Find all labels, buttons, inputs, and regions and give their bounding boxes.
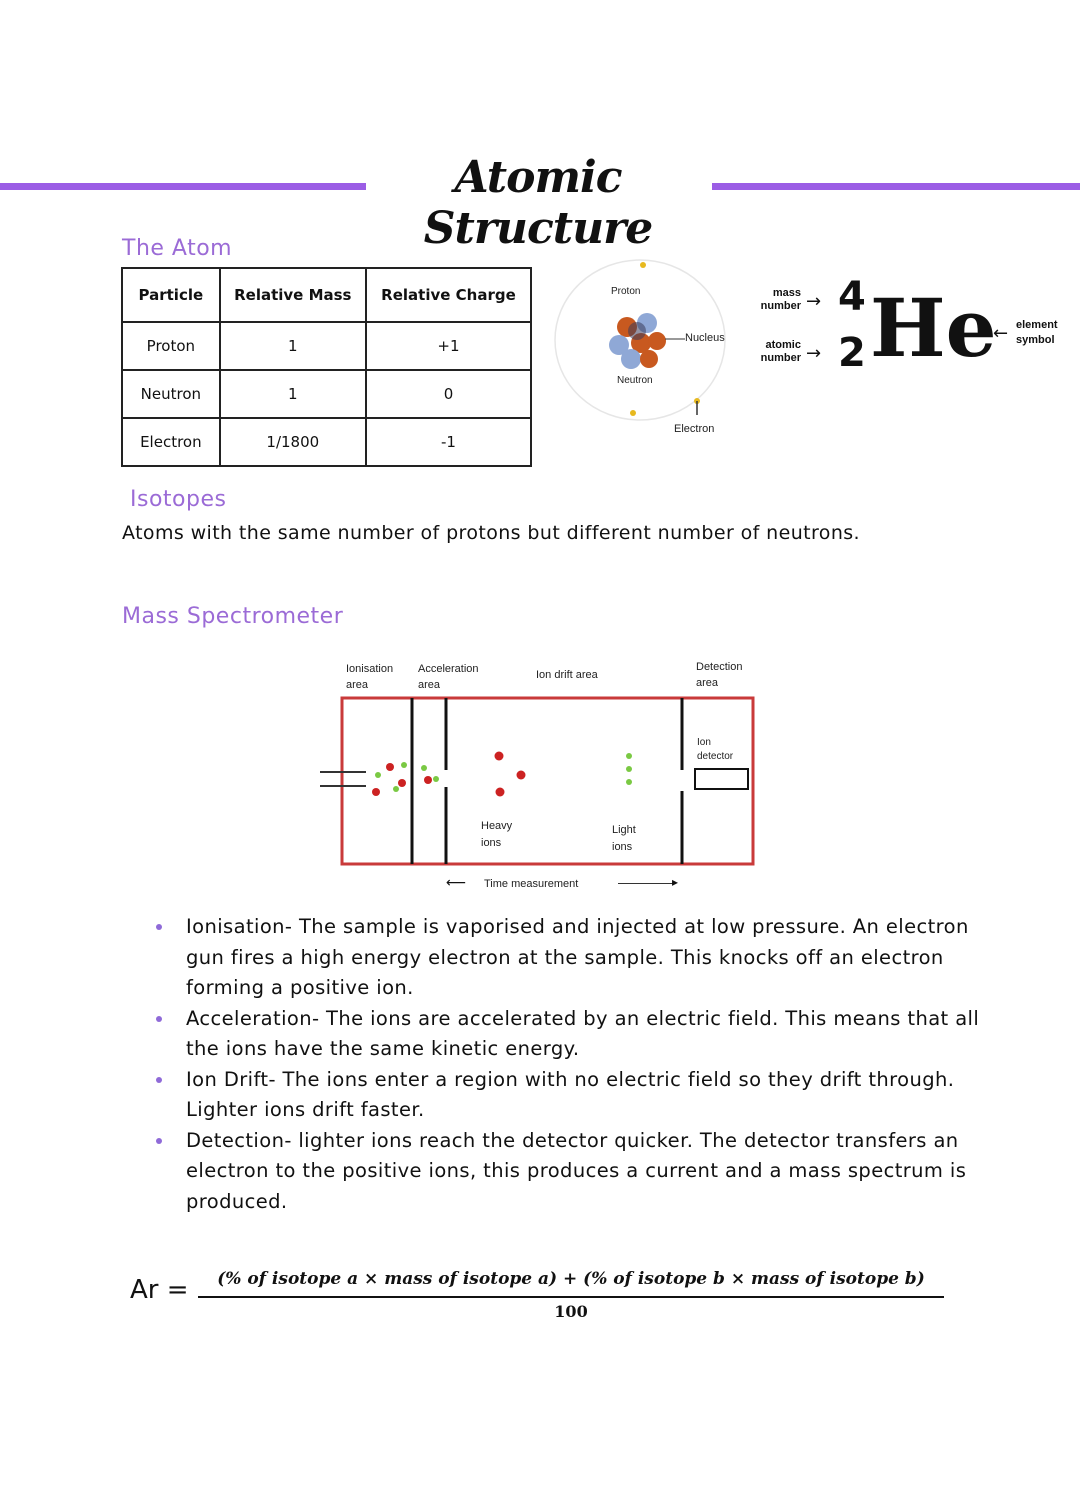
mass-spec-steps <box>150 912 980 1217</box>
isotopes-definition: Atoms with the same number of protons but different number of neutrons. <box>122 522 860 544</box>
bullet-dot <box>156 1138 162 1144</box>
table-row <box>122 322 531 370</box>
light-ion <box>626 779 632 785</box>
formula-numerator: (% of isotope a × mass of isotope a) + (% of isotope b × mass of isotope b) <box>217 1269 925 1289</box>
mass-spec-heading: Mass Spectrometer <box>122 604 344 629</box>
atomic-arrow: → <box>806 343 822 364</box>
table-cell: 0 <box>366 370 531 418</box>
heavy-ions-label: Heavy ions <box>481 820 513 849</box>
fraction-bar <box>198 1296 944 1298</box>
title-rule-left <box>0 183 366 190</box>
table-header-row <box>122 268 531 322</box>
light-ion <box>626 766 632 772</box>
particle-table <box>121 267 532 467</box>
electron-label: Electron <box>674 423 715 435</box>
atom-diagram <box>545 255 745 445</box>
table-cell: -1 <box>366 418 531 466</box>
atom-heading: The Atom <box>122 236 233 261</box>
acceleration-area-label: Acceleration area <box>418 663 479 691</box>
nucleus-label: Nucleus <box>685 332 725 344</box>
table-header: Particle <box>122 268 220 322</box>
element-symbol-label: element symbol <box>1016 319 1058 346</box>
light-ion <box>626 753 632 759</box>
table-row <box>122 370 531 418</box>
mass-spectrometer-diagram <box>318 695 758 870</box>
bullet-dot <box>156 1016 162 1022</box>
light-ions-label: Light ions <box>612 824 636 853</box>
formula-lhs: Ar = <box>130 1275 189 1305</box>
page-title: Atomic Structure <box>423 152 653 254</box>
table-cell: 1 <box>220 322 366 370</box>
atomic-number-label: atomic number <box>760 339 801 364</box>
nucleus <box>609 313 666 369</box>
time-arrow-right <box>618 883 676 884</box>
table-header: Relative Mass <box>220 268 366 322</box>
symbol-arrow: ← <box>993 323 1009 344</box>
neutron-label: Neutron <box>617 375 653 386</box>
title-rule-right <box>712 183 1080 190</box>
atomic-number: 2 <box>838 330 866 376</box>
table-cell: +1 <box>366 322 531 370</box>
table-cell: Proton <box>122 322 220 370</box>
ion-detector-label: Ion detector <box>697 737 734 762</box>
list-item: Acceleration- The ions are accelerated by an electric field. This means that all the ions have the same kinetic energy. <box>150 1004 980 1065</box>
ion-detector-box <box>695 769 748 789</box>
mass-number-label: mass number <box>760 287 801 312</box>
time-measurement-label: Time measurement <box>484 878 579 890</box>
time-arrow-left: ⟵ <box>446 875 467 891</box>
table-cell: 1/1800 <box>220 418 366 466</box>
detection-area-label: Detection area <box>696 661 743 689</box>
table-cell: Electron <box>122 418 220 466</box>
time-arrow-head: ▸ <box>672 875 679 889</box>
table-header: Relative Charge <box>366 268 531 322</box>
list-item: Ion Drift- The ions enter a region with no electric field so they drift through. Lighter ions drift faster. <box>150 1065 980 1126</box>
formula-denominator: 100 <box>554 1302 588 1321</box>
element-symbol: He <box>870 281 997 375</box>
mass-number: 4 <box>838 274 866 320</box>
bullet-dot <box>156 1077 162 1083</box>
table-row <box>122 418 531 466</box>
heavy-ion <box>495 752 504 761</box>
table-cell: 1 <box>220 370 366 418</box>
heavy-ion <box>517 771 526 780</box>
ion-drift-area-label: Ion drift area <box>536 669 598 681</box>
bullet-dot <box>156 924 162 930</box>
electron-dot <box>630 410 636 416</box>
electron-dot <box>640 262 646 268</box>
isotopes-heading: Isotopes <box>130 487 227 512</box>
ionisation-area-label: Ionisation area <box>346 663 394 691</box>
heavy-ion <box>496 788 505 797</box>
mass-arrow: → <box>806 291 822 312</box>
table-cell: Neutron <box>122 370 220 418</box>
list-item: Ionisation- The sample is vaporised and injected at low pressure. An electron gun fires a high energy electron at the sample. This knocks off an electron forming a positive ion. <box>150 912 980 1004</box>
proton-label: Proton <box>611 286 641 297</box>
list-item: Detection- lighter ions reach the detector quicker. The detector transfers an electron to the positive ions, this produces a current and a mass spectrum is produced. <box>150 1126 980 1218</box>
